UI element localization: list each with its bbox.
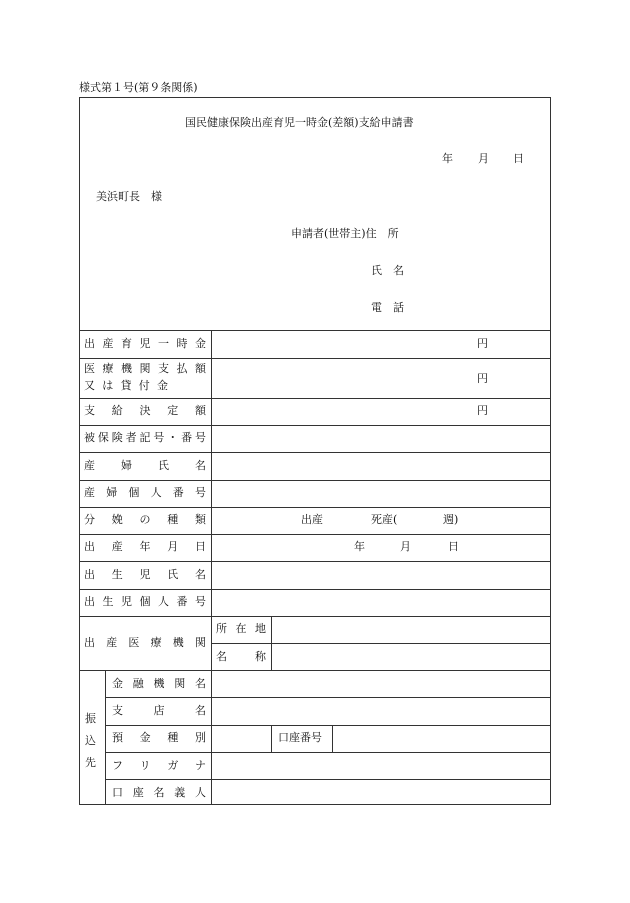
label-transfer: 振込先: [85, 712, 96, 769]
row-divider: [79, 670, 551, 671]
date-month: 月: [478, 152, 489, 165]
label-branch: 支 店 名: [112, 704, 206, 717]
form-number: 様式第１号(第９条関係): [79, 81, 198, 94]
row-divider: [79, 330, 551, 331]
delivery-still: 死産(: [371, 513, 398, 526]
row-divider: [105, 779, 551, 780]
applicant-address-label: 申請者(世帯主)住 所: [291, 227, 399, 240]
label-child-id: 出 生 児 個 人 番 号: [84, 595, 206, 608]
row-divider: [79, 534, 551, 535]
row-divider: [79, 616, 551, 617]
form-title: 国民健康保険出産育児一時金(差額)支給申請書: [185, 116, 414, 129]
birth-month: 月: [400, 540, 411, 553]
label-child-name: 出 生 児 氏 名: [84, 568, 206, 581]
addressee: 美浜町長 様: [96, 190, 162, 203]
label-hospital: 出 産 医 療 機 関: [84, 636, 206, 649]
label-mother-name: 産 婦 氏 名: [84, 459, 206, 472]
row-divider: [105, 752, 551, 753]
applicant-phone-label: 電 話: [371, 301, 404, 314]
column-divider: [271, 725, 272, 752]
row-divider: [79, 589, 551, 590]
label-delivery-type: 分 娩 の 種 類: [84, 513, 206, 526]
label-or-loan: 又 は 貸 付 金: [84, 379, 168, 392]
row-divider: [79, 358, 551, 359]
label-payment-decision: 支 給 決 定 額: [84, 404, 206, 417]
row-divider: [79, 425, 551, 426]
label-hospital-address: 所 在 地: [216, 622, 266, 635]
label-mother-id: 産 婦 個 人 番 号: [84, 486, 206, 499]
label-deposit-type: 預 金 種 別: [112, 731, 206, 744]
row-divider: [79, 480, 551, 481]
row-divider: [79, 561, 551, 562]
yen-medical-payment: 円: [477, 372, 488, 385]
date-day: 日: [513, 152, 524, 165]
birth-day: 日: [448, 540, 459, 553]
label-bank: 金 融 機 関 名: [112, 677, 206, 690]
row-divider: [211, 643, 551, 644]
label-account-number: 口座番号: [278, 731, 322, 744]
label-birth-date: 出 産 年 月 日: [84, 540, 206, 553]
row-divider: [105, 725, 551, 726]
date-year: 年: [442, 152, 453, 165]
label-furigana: フ リ ガ ナ: [112, 759, 206, 772]
row-divider: [79, 452, 551, 453]
yen-payment-decision: 円: [477, 404, 488, 417]
row-divider: [79, 507, 551, 508]
delivery-live: 出産: [301, 513, 323, 526]
label-account-holder: 口 座 名 義 人: [112, 786, 206, 799]
applicant-name-label: 氏 名: [371, 264, 404, 277]
column-divider: [271, 616, 272, 670]
label-insured-number: 被 保 険 者 記 号 ・ 番 号: [84, 431, 206, 444]
label-hospital-name: 名 称: [216, 650, 266, 663]
column-divider: [105, 670, 106, 805]
row-divider: [79, 398, 551, 399]
yen-lump-sum: 円: [477, 337, 488, 350]
row-divider: [105, 697, 551, 698]
label-childbirth-lump-sum: 出 産 育 児 一 時 金: [84, 337, 206, 350]
column-divider: [211, 330, 212, 805]
delivery-weeks: 週): [443, 513, 459, 526]
label-medical-payment: 医 療 機 関 支 払 額: [84, 362, 206, 375]
birth-year: 年: [354, 540, 365, 553]
column-divider: [332, 725, 333, 752]
